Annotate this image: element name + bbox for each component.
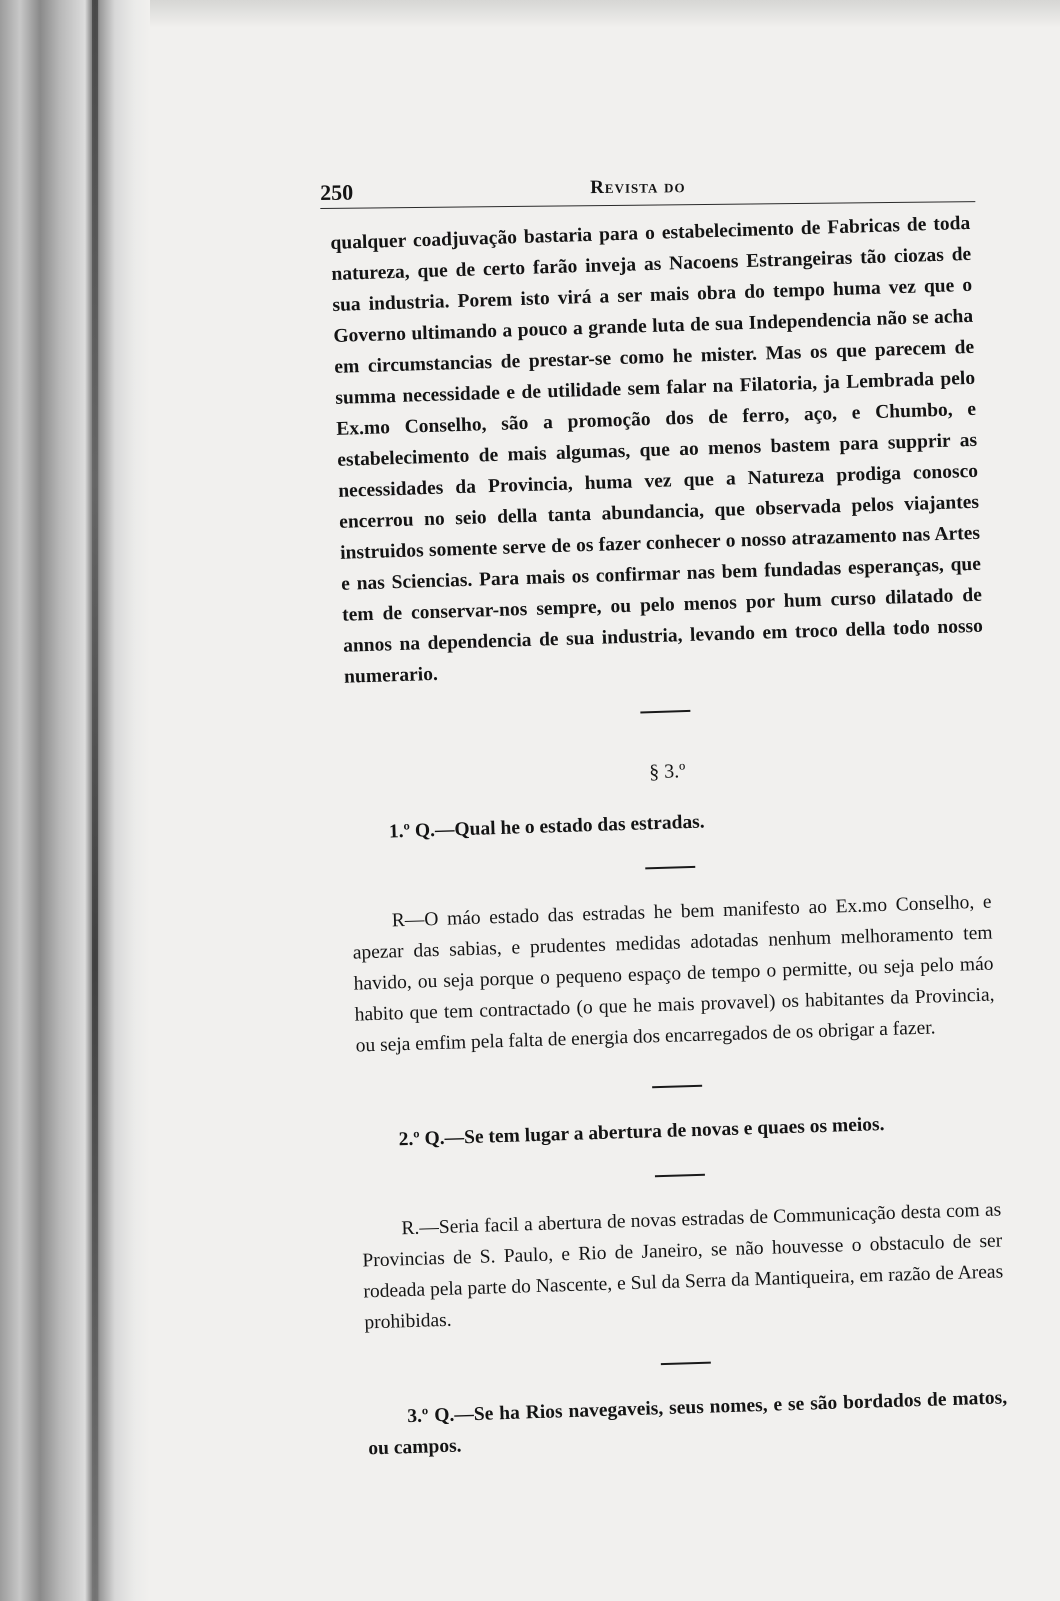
text-column	[330, 208, 1009, 1464]
top-page-shade	[150, 0, 1060, 28]
binding-shadow	[92, 0, 98, 1601]
answer-2: R.—Seria facil a abertura de novas estradas de Communicação desta com as Provincias de S. Paulo, e Rio de Janeiro, se não houvesse o obstaculo de ser rodeada pela parte do Nascente, e Sul da Serra da Mantiqueira, em razão de Areas prohibidas.	[362, 1199, 1004, 1334]
page-number: 250	[320, 179, 354, 205]
intro-paragraph: qualquer coadjuvação bastaria para o estabelecimento de Fabricas de toda natureza, que de certo farão inveja as Nacoens Estrangeiras tão ciozas de sua industria. Porem isto virá a ser mais obra do tempo huma vez que o Governo ultimando a pouco a grande luta de sua Independencia não se acha em circumstancias de prestar-se como he mister. Mas os que parecem de summa necessidade e de utilidade sem falar na Filatoria, ja Lembrada pelo Ex.mo Conselho, são a promoção dos de ferro, aço, e Chumbo, e estabelecimento de mais algumas, que ao menos bastem para supprir as necessidades da Provincia, huma vez que a Natureza prodiga conosco encerrou no seio della tanta abundancia, que observada pelos viajantes instruidos somente serve de os fazer conhecer o nosso atrazamento nas Artes e nas Sciencias. Para mais os confirmar nas bem fundadas esperanças, que tem de conservar-nos sempre, ou pelo menos por hum curso dilatado de annos na dependencia de sua industria, levando em troco della todo nosso numerario.	[330, 212, 984, 688]
answer-1: R—O máo estado das estradas he bem manifesto ao Ex.mo Conselho, e apezar das sabias, e prudentes medidas adotadas nenhum melhoramento tem havido, ou seja porque o pequeno espaço de tempo o permitte, ou seja pelo máo habito que tem contractado (o que he mais provavel) os habitantes da Provincia, ou seja emfim pela falta de energia dos encarregados de os obrigar a fazer.	[352, 891, 995, 1057]
separator-rule	[640, 710, 690, 714]
question-1: 1.º Q.—Qual he o estado das estradas.	[388, 811, 705, 843]
question-3: 3.º Q.—Se ha Rios navegaveis, seus nomes, e se são bordados de matos, ou campos.	[368, 1387, 1008, 1460]
section-heading: § 3.º	[648, 760, 686, 784]
book-gutter	[0, 0, 150, 1601]
running-head	[320, 169, 975, 209]
question-2: 2.º Q.—Se tem lugar a abertura de novas e quaes os meios.	[398, 1114, 885, 1151]
running-title: Revista do	[590, 176, 686, 199]
